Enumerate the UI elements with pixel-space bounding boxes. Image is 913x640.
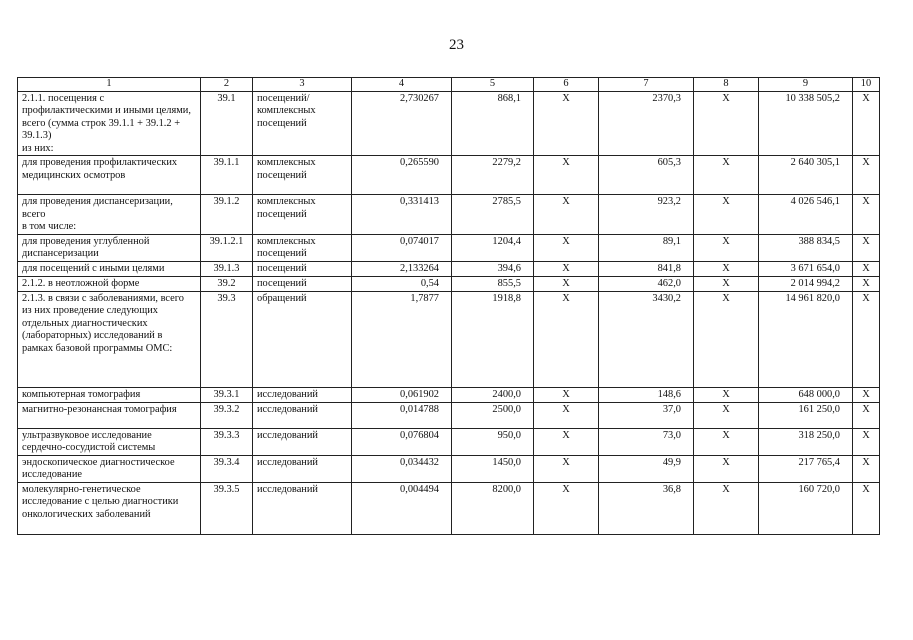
column-header: 6 [534, 78, 599, 92]
table-cell-col-7: 923,2 [599, 195, 694, 235]
table-cell-col-10: Х [853, 387, 880, 402]
table-cell-col-9: 10 338 505,2 [759, 91, 853, 156]
table-row [18, 195, 880, 235]
table-cell-col-2: 39.1 [201, 91, 253, 156]
table-cell-col-3: посещений [253, 276, 352, 291]
table-cell-col-10: Х [853, 234, 880, 261]
table-cell-col-9: 161 250,0 [759, 402, 853, 428]
table-cell-col-4: 0,076804 [352, 428, 452, 455]
table-cell-col-8: Х [694, 195, 759, 235]
table-cell-col-1: ультразвуковое исследование сердечно-сосудистой системы [18, 428, 201, 455]
table-cell-col-5: 2279,2 [452, 156, 534, 195]
table-cell-col-3: обращений [253, 291, 352, 387]
table-cell-col-6: Х [534, 291, 599, 387]
table-cell-col-7: 36,8 [599, 482, 694, 534]
table-cell-col-8: Х [694, 428, 759, 455]
table-cell-col-2: 39.3.5 [201, 482, 253, 534]
table-cell-col-4: 0,331413 [352, 195, 452, 235]
table-cell-col-7: 462,0 [599, 276, 694, 291]
table-cell-col-5: 855,5 [452, 276, 534, 291]
table-cell-col-5: 394,6 [452, 261, 534, 276]
table-row [18, 291, 880, 387]
table-row [18, 402, 880, 428]
table-cell-col-4: 0,034432 [352, 455, 452, 482]
table-cell-col-6: Х [534, 276, 599, 291]
table-cell-col-7: 73,0 [599, 428, 694, 455]
table-cell-col-2: 39.2 [201, 276, 253, 291]
table-cell-col-2: 39.1.3 [201, 261, 253, 276]
table-cell-col-9: 318 250,0 [759, 428, 853, 455]
table-cell-col-1: молекулярно-генетическое исследование с целью диагностики онкологических заболеваний [18, 482, 201, 534]
table-cell-col-10: Х [853, 91, 880, 156]
table-cell-col-6: Х [534, 428, 599, 455]
table-cell-col-6: Х [534, 455, 599, 482]
table-cell-col-7: 37,0 [599, 402, 694, 428]
table-cell-col-2: 39.1.2 [201, 195, 253, 235]
table-cell-col-9: 648 000,0 [759, 387, 853, 402]
table-cell-col-2: 39.3.4 [201, 455, 253, 482]
table-cell-col-10: Х [853, 482, 880, 534]
table-row [18, 387, 880, 402]
table-cell-col-5: 2500,0 [452, 402, 534, 428]
table-cell-col-6: Х [534, 156, 599, 195]
table-cell-col-1: магнитно-резонансная томография [18, 402, 201, 428]
table-cell-col-8: Х [694, 261, 759, 276]
table-row [18, 261, 880, 276]
table-cell-col-9: 2 014 994,2 [759, 276, 853, 291]
table-cell-col-7: 148,6 [599, 387, 694, 402]
table-cell-col-3: исследований [253, 387, 352, 402]
table-row [18, 234, 880, 261]
table-cell-col-9: 217 765,4 [759, 455, 853, 482]
page-number: 23 [449, 37, 464, 53]
table-body [18, 91, 880, 534]
table-cell-col-4: 2,133264 [352, 261, 452, 276]
table-cell-col-5: 2785,5 [452, 195, 534, 235]
table-cell-col-1: для проведения профилактических медицинских осмотров [18, 156, 201, 195]
table-cell-col-5: 8200,0 [452, 482, 534, 534]
table-cell-col-9: 3 671 654,0 [759, 261, 853, 276]
table-cell-col-9: 14 961 820,0 [759, 291, 853, 387]
table-cell-col-5: 1450,0 [452, 455, 534, 482]
table-cell-col-8: Х [694, 156, 759, 195]
table-cell-col-6: Х [534, 402, 599, 428]
column-header: 8 [694, 78, 759, 92]
table-cell-col-9: 2 640 305,1 [759, 156, 853, 195]
column-header: 7 [599, 78, 694, 92]
table-cell-col-4: 0,061902 [352, 387, 452, 402]
table-cell-col-8: Х [694, 91, 759, 156]
table-cell-col-4: 0,265590 [352, 156, 452, 195]
table-cell-col-4: 1,7877 [352, 291, 452, 387]
table-cell-col-8: Х [694, 291, 759, 387]
table-cell-col-4: 0,074017 [352, 234, 452, 261]
data-table [17, 77, 880, 535]
table-row [18, 428, 880, 455]
table-cell-col-6: Х [534, 482, 599, 534]
table-cell-col-1: для посещений с иными целями [18, 261, 201, 276]
table-cell-col-3: комплексных посещений [253, 156, 352, 195]
header-row [18, 78, 880, 92]
table-row [18, 455, 880, 482]
table-cell-col-6: Х [534, 261, 599, 276]
column-header: 1 [18, 78, 201, 92]
table-cell-col-3: исследований [253, 428, 352, 455]
table-cell-col-3: посещений/ комплексных посещений [253, 91, 352, 156]
table-cell-col-2: 39.3.2 [201, 402, 253, 428]
table-cell-col-2: 39.1.1 [201, 156, 253, 195]
table-cell-col-1: 2.1.1. посещения с профилактическими и иными целями, всего (сумма строк 39.1.1 + 39.1.2 + 39.1.3) из них: [18, 91, 201, 156]
table-cell-col-10: Х [853, 291, 880, 387]
column-header: 5 [452, 78, 534, 92]
table-cell-col-3: исследований [253, 455, 352, 482]
table-row [18, 482, 880, 534]
table-cell-col-3: комплексных посещений [253, 195, 352, 235]
table-row [18, 91, 880, 156]
table-cell-col-8: Х [694, 276, 759, 291]
table-cell-col-1: для проведения углубленной диспансеризации [18, 234, 201, 261]
table-cell-col-10: Х [853, 261, 880, 276]
table-cell-col-10: Х [853, 276, 880, 291]
table-row [18, 156, 880, 195]
table-row [18, 276, 880, 291]
table-cell-col-5: 2400,0 [452, 387, 534, 402]
column-header: 4 [352, 78, 452, 92]
table-cell-col-7: 89,1 [599, 234, 694, 261]
table-cell-col-4: 0,004494 [352, 482, 452, 534]
table-cell-col-8: Х [694, 482, 759, 534]
table-cell-col-8: Х [694, 455, 759, 482]
column-header: 3 [253, 78, 352, 92]
table-cell-col-3: посещений [253, 261, 352, 276]
column-header: 2 [201, 78, 253, 92]
table-cell-col-2: 39.3.3 [201, 428, 253, 455]
table-cell-col-1: эндоскопическое диагностическое исследование [18, 455, 201, 482]
table-cell-col-5: 868,1 [452, 91, 534, 156]
table-cell-col-1: 2.1.2. в неотложной форме [18, 276, 201, 291]
table-cell-col-6: Х [534, 195, 599, 235]
table-cell-col-10: Х [853, 156, 880, 195]
table-cell-col-9: 160 720,0 [759, 482, 853, 534]
table-cell-col-9: 388 834,5 [759, 234, 853, 261]
table-cell-col-8: Х [694, 234, 759, 261]
table-cell-col-5: 1204,4 [452, 234, 534, 261]
table-cell-col-8: Х [694, 387, 759, 402]
table-cell-col-10: Х [853, 402, 880, 428]
table-cell-col-6: Х [534, 91, 599, 156]
table-cell-col-3: исследований [253, 482, 352, 534]
table-cell-col-8: Х [694, 402, 759, 428]
table-cell-col-3: исследований [253, 402, 352, 428]
table-cell-col-5: 950,0 [452, 428, 534, 455]
table-cell-col-4: 2,730267 [352, 91, 452, 156]
table-cell-col-2: 39.3.1 [201, 387, 253, 402]
table-cell-col-2: 39.3 [201, 291, 253, 387]
table-cell-col-4: 0,014788 [352, 402, 452, 428]
table-cell-col-6: Х [534, 234, 599, 261]
table-cell-col-1: компьютерная томография [18, 387, 201, 402]
table-cell-col-7: 605,3 [599, 156, 694, 195]
table-cell-col-4: 0,54 [352, 276, 452, 291]
table-cell-col-10: Х [853, 428, 880, 455]
table-cell-col-1: для проведения диспансеризации, всего в том числе: [18, 195, 201, 235]
column-header: 9 [759, 78, 853, 92]
table-cell-col-10: Х [853, 455, 880, 482]
table-cell-col-6: Х [534, 387, 599, 402]
table-cell-col-7: 841,8 [599, 261, 694, 276]
column-header: 10 [853, 78, 880, 92]
table-cell-col-10: Х [853, 195, 880, 235]
table-cell-col-1: 2.1.3. в связи с заболеваниями, всего из них проведение следующих отдельных диагностических (лабораторных) исследований в рамках базовой программы ОМС: [18, 291, 201, 387]
table-cell-col-5: 1918,8 [452, 291, 534, 387]
table-cell-col-7: 2370,3 [599, 91, 694, 156]
table-cell-col-7: 49,9 [599, 455, 694, 482]
table-cell-col-9: 4 026 546,1 [759, 195, 853, 235]
table-cell-col-7: 3430,2 [599, 291, 694, 387]
table-cell-col-2: 39.1.2.1 [201, 234, 253, 261]
table-cell-col-3: комплексных посещений [253, 234, 352, 261]
